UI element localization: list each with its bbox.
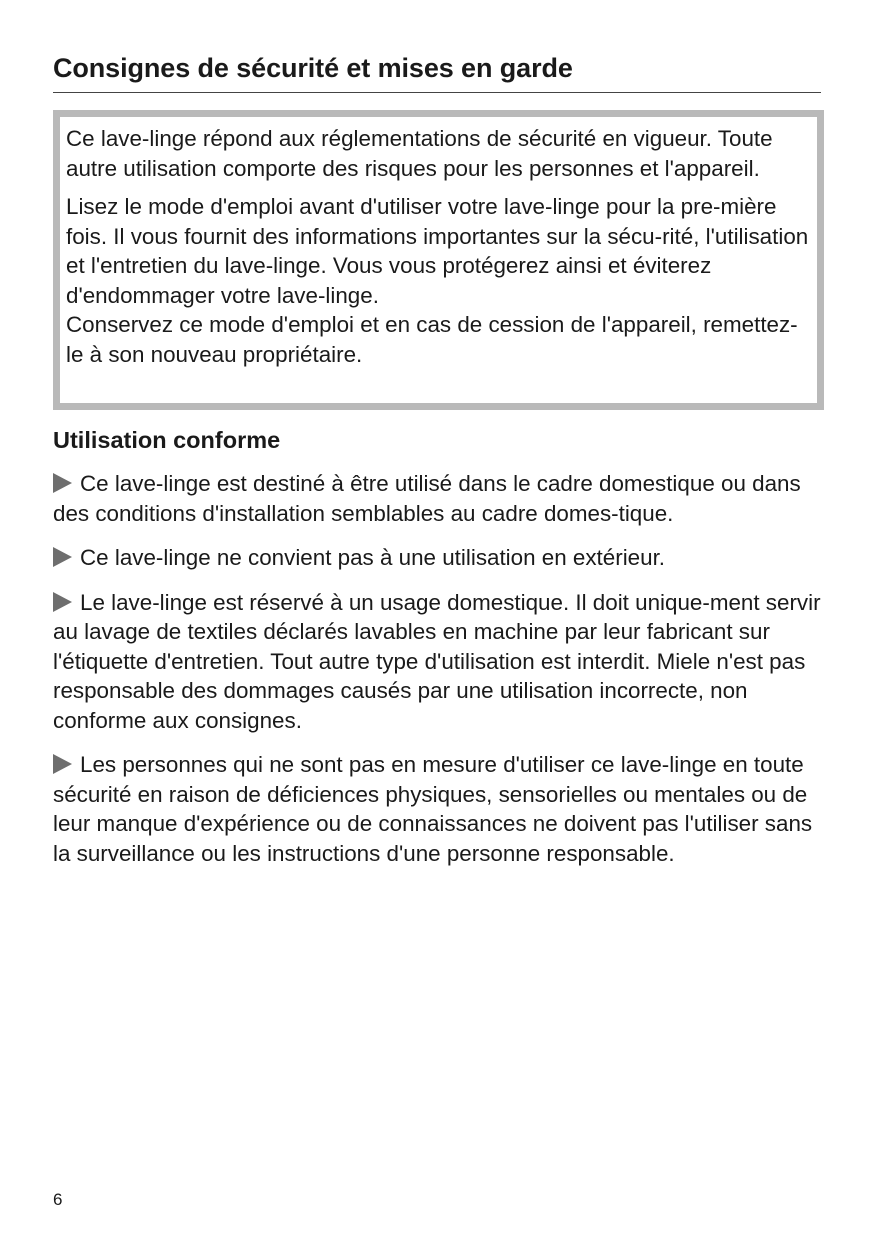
list-item-text: Le lave-linge est réservé à un usage domestique. Il doit unique-ment servir au lavage de textiles déclarés lavables en machine par leur fabricant sur l'étiquette d'entretien. Tout autre type d'utilisation est interdit. Miele n'est pas responsable des dommages causés par une utilisation incorrecte, non conforme aux consignes.	[53, 589, 821, 733]
section-heading: Utilisation conforme	[53, 427, 281, 453]
list-item	[53, 588, 823, 736]
list-item-text: Ce lave-linge est destiné à être utilisé dans le cadre domestique ou dans des conditions d'installation semblables au cadre domes-tique.	[53, 471, 801, 526]
notice-paragraph: Lisez le mode d'emploi avant d'utiliser votre lave-linge pour la pre-mière fois. Il vous fournit des informations importantes sur la sécu-rité, l'utilisation et l'entretien du lave-linge. Vous vous protégerez ainsi et éviterez d'endommager votre lave-linge. Conservez ce mode d'emploi et en cas de cession de l'appareil, remettez-le à son nouveau propriétaire.	[66, 194, 809, 367]
list-item	[53, 750, 823, 868]
triangle-arrow-icon	[53, 592, 72, 612]
list-item-text: Ce lave-linge ne convient pas à une utilisation en extérieur.	[80, 545, 666, 570]
triangle-arrow-icon	[53, 473, 72, 493]
triangle-arrow-icon	[53, 754, 72, 774]
triangle-arrow-icon	[53, 547, 72, 567]
page-number: 6	[53, 1190, 63, 1209]
safety-notice-box	[53, 110, 824, 410]
list-item-text: Les personnes qui ne sont pas en mesure d'utiliser ce lave-linge en toute sécurité en raison de déficiences physiques, sensorielles ou mentales ou de leur manque d'expérience ou de connaissances ne doivent pas l'utiliser sans la surveillance ou les instructions d'une personne responsable.	[53, 752, 813, 866]
notice-paragraph: Ce lave-linge répond aux réglementations de sécurité en vigueur. Toute autre utilisation comporte des risques pour les personnes et l'appareil.	[66, 126, 773, 181]
list-item	[53, 469, 823, 528]
page-title: Consignes de sécurité et mises en garde	[53, 53, 573, 83]
title-divider	[53, 92, 821, 93]
list-item	[53, 543, 823, 573]
intended-use-list	[53, 469, 823, 883]
